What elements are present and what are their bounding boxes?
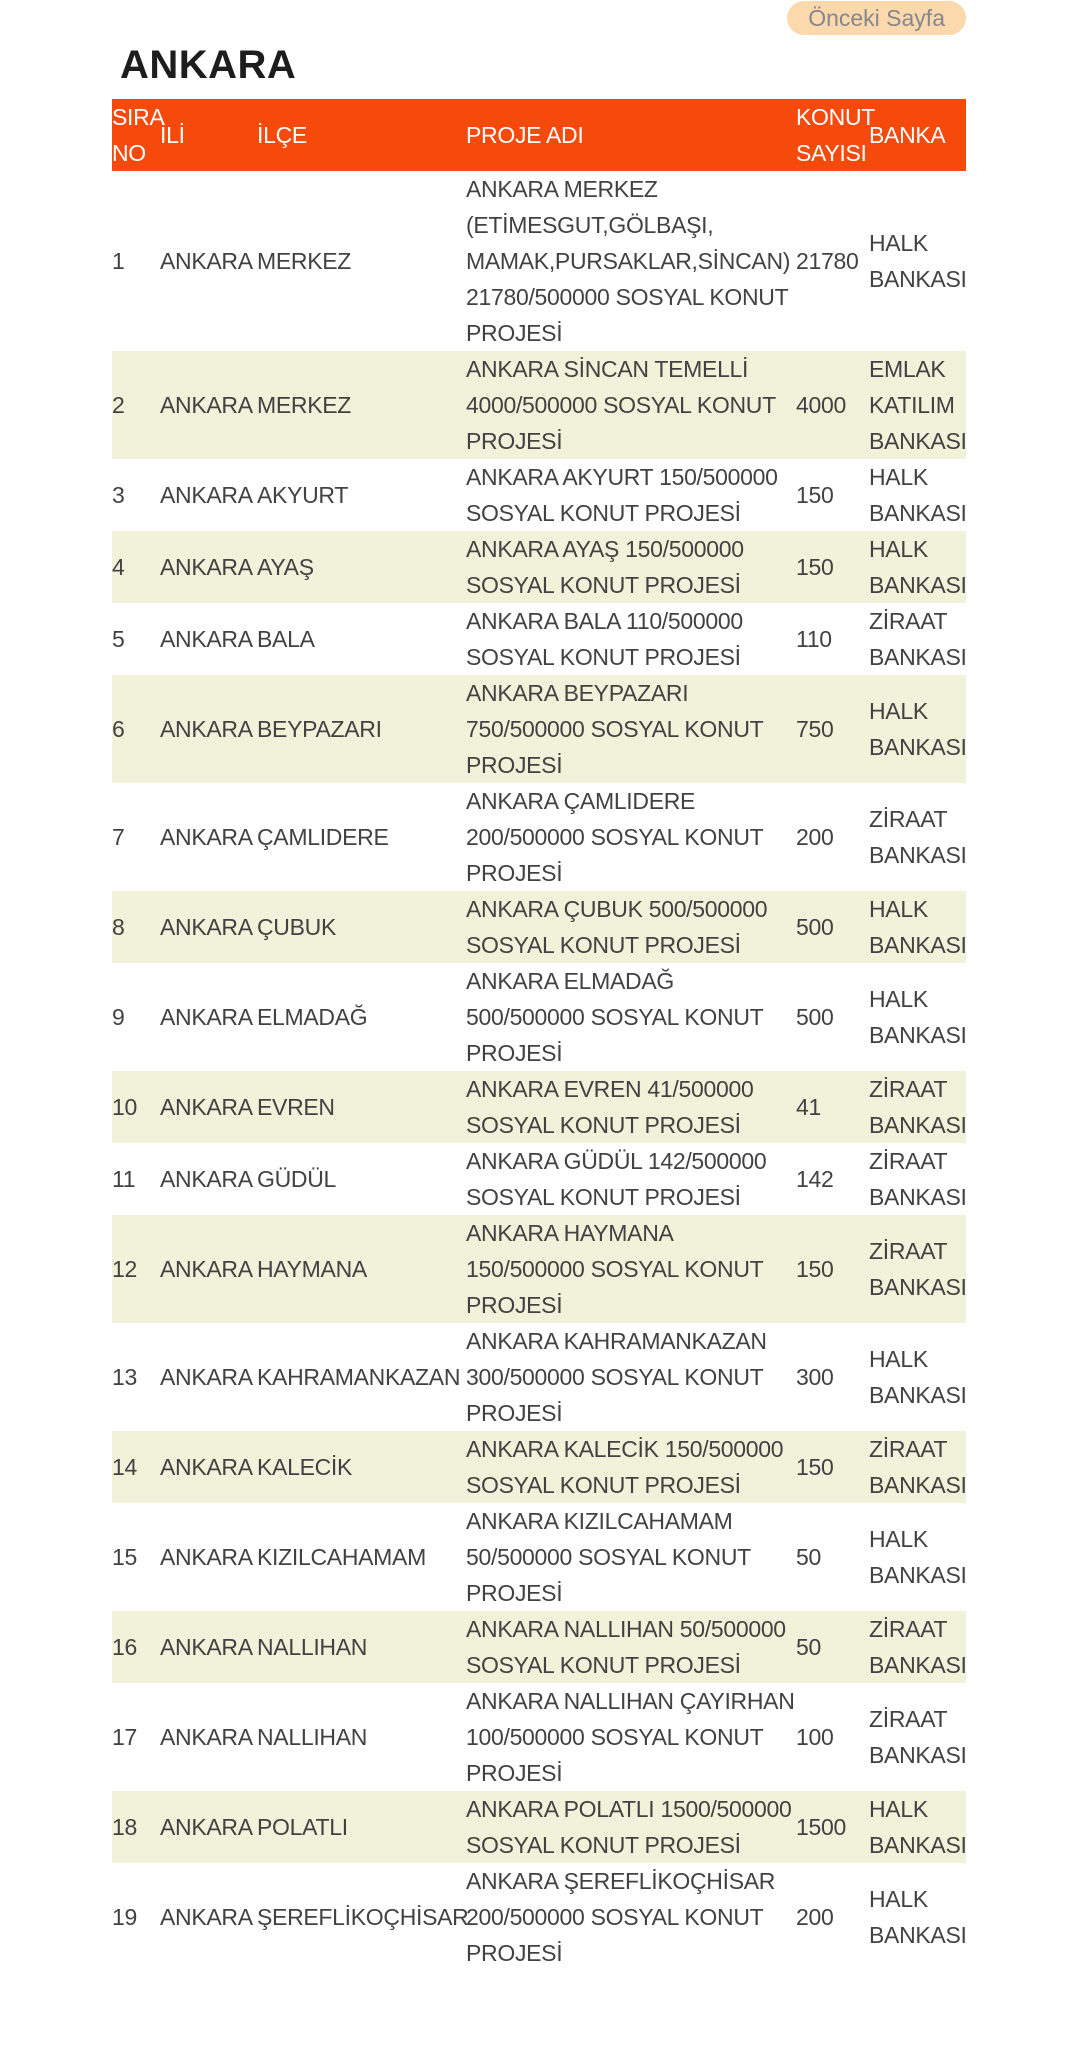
column-header-banka: BANKA [869, 122, 946, 148]
cell-banka: ZİRAAT BANKASI [869, 806, 967, 868]
cell-sira-no: 1 [112, 248, 125, 274]
cell-konut-sayisi: 21780 [796, 248, 859, 274]
cell-konut-sayisi: 150 [796, 1454, 834, 1480]
cell-konut-sayisi: 1500 [796, 1814, 846, 1840]
cell-ili: ANKARA [160, 1256, 253, 1282]
table-row [112, 1863, 966, 1971]
top-bar [112, 0, 966, 36]
cell-proje-adi: ANKARA ELMADAĞ 500/500000 SOSYAL KONUT PROJESİ [466, 968, 763, 1066]
cell-proje-adi: ANKARA KIZILCAHAMAM 50/500000 SOSYAL KONUT PROJESİ [466, 1508, 751, 1606]
cell-proje-adi: ANKARA NALLIHAN ÇAYIRHAN 100/500000 SOSYAL KONUT PROJESİ [466, 1688, 795, 1786]
cell-proje-adi: ANKARA AYAŞ 150/500000 SOSYAL KONUT PROJESİ [466, 536, 744, 598]
cell-konut-sayisi: 50 [796, 1634, 821, 1660]
cell-ili: ANKARA [160, 1634, 253, 1660]
header-row [112, 99, 966, 171]
column-header-konut-sayisi: KONUT SAYISI [796, 104, 875, 166]
table-row [112, 531, 966, 603]
cell-ilce: BALA [257, 626, 315, 652]
cell-sira-no: 8 [112, 914, 125, 940]
cell-sira-no: 9 [112, 1004, 125, 1030]
cell-ili: ANKARA [160, 1544, 253, 1570]
cell-sira-no: 7 [112, 824, 125, 850]
cell-proje-adi: ANKARA KALECİK 150/500000 SOSYAL KONUT PROJESİ [466, 1436, 784, 1498]
cell-ilce: NALLIHAN [257, 1724, 368, 1750]
cell-ili: ANKARA [160, 1094, 253, 1120]
cell-banka: HALK BANKASI [869, 464, 967, 526]
table-row [112, 1791, 966, 1863]
cell-ili: ANKARA [160, 1166, 253, 1192]
cell-ili: ANKARA [160, 1814, 253, 1840]
cell-konut-sayisi: 150 [796, 554, 834, 580]
cell-konut-sayisi: 200 [796, 1904, 834, 1930]
cell-proje-adi: ANKARA BEYPAZARI 750/500000 SOSYAL KONUT PROJESİ [466, 680, 763, 778]
cell-konut-sayisi: 750 [796, 716, 834, 742]
cell-konut-sayisi: 41 [796, 1094, 821, 1120]
cell-sira-no: 19 [112, 1904, 137, 1930]
table-body [112, 171, 966, 1971]
page-title: ANKARA [120, 43, 297, 87]
table-row [112, 459, 966, 531]
cell-proje-adi: ANKARA HAYMANA 150/500000 SOSYAL KONUT PROJESİ [466, 1220, 763, 1318]
cell-banka: HALK BANKASI [869, 1346, 967, 1408]
table-row [112, 1143, 966, 1215]
cell-konut-sayisi: 200 [796, 824, 834, 850]
cell-ilce: AKYURT [257, 482, 349, 508]
cell-ilce: ŞEREFLİKOÇHİSAR [257, 1904, 469, 1930]
cell-konut-sayisi: 110 [796, 626, 832, 652]
cell-ilce: ELMADAĞ [257, 1004, 368, 1030]
table-row [112, 1323, 966, 1431]
cell-banka: ZİRAAT BANKASI [869, 1706, 967, 1768]
cell-konut-sayisi: 100 [796, 1724, 834, 1750]
cell-banka: ZİRAAT BANKASI [869, 1148, 967, 1210]
cell-ili: ANKARA [160, 716, 253, 742]
table-row [112, 1683, 966, 1791]
table-row [112, 171, 966, 351]
cell-ilce: KALECİK [257, 1454, 353, 1480]
cell-ilce: KIZILCAHAMAM [257, 1544, 426, 1570]
cell-sira-no: 15 [112, 1544, 137, 1570]
cell-konut-sayisi: 300 [796, 1364, 834, 1390]
cell-banka: HALK BANKASI [869, 1886, 967, 1948]
cell-proje-adi: ANKARA ÇAMLIDERE 200/500000 SOSYAL KONUT PROJESİ [466, 788, 763, 886]
cell-konut-sayisi: 500 [796, 1004, 834, 1030]
cell-proje-adi: ANKARA NALLIHAN 50/500000 SOSYAL KONUT PROJESİ [466, 1616, 786, 1678]
cell-proje-adi: ANKARA MERKEZ (ETİMESGUT,GÖLBAŞI, MAMAK,PURSAKLAR,SİNCAN) 21780/500000 SOSYAL KONUT PROJESİ [466, 176, 791, 346]
cell-banka: EMLAK KATILIM BANKASI [869, 356, 967, 454]
cell-sira-no: 14 [112, 1454, 137, 1480]
table-row [112, 783, 966, 891]
cell-banka: HALK BANKASI [869, 230, 967, 292]
cell-ilce: ÇAMLIDERE [257, 824, 389, 850]
cell-konut-sayisi: 4000 [796, 392, 846, 418]
cell-proje-adi: ANKARA KAHRAMANKAZAN 300/500000 SOSYAL KONUT PROJESİ [466, 1328, 767, 1426]
cell-sira-no: 5 [112, 626, 125, 652]
cell-ili: ANKARA [160, 1004, 253, 1030]
cell-sira-no: 13 [112, 1364, 137, 1390]
cell-proje-adi: ANKARA GÜDÜL 142/500000 SOSYAL KONUT PROJESİ [466, 1148, 767, 1210]
cell-ili: ANKARA [160, 1724, 253, 1750]
cell-ili: ANKARA [160, 626, 253, 652]
cell-konut-sayisi: 142 [796, 1166, 834, 1192]
cell-ilce: HAYMANA [257, 1256, 367, 1282]
column-header-ilce: İLÇE [257, 122, 307, 148]
table-row [112, 1071, 966, 1143]
column-header-ili: İLİ [160, 122, 185, 148]
cell-proje-adi: ANKARA SİNCAN TEMELLİ 4000/500000 SOSYAL KONUT PROJESİ [466, 356, 776, 454]
cell-proje-adi: ANKARA BALA 110/500000 SOSYAL KONUT PROJESİ [466, 608, 743, 670]
projects-table [112, 99, 966, 1971]
cell-ili: ANKARA [160, 1454, 253, 1480]
cell-ilce: BEYPAZARI [257, 716, 382, 742]
cell-sira-no: 18 [112, 1814, 137, 1840]
cell-konut-sayisi: 150 [796, 1256, 834, 1282]
table-header [112, 99, 966, 171]
table-row [112, 891, 966, 963]
cell-konut-sayisi: 50 [796, 1544, 821, 1570]
cell-konut-sayisi: 500 [796, 914, 834, 940]
cell-ili: ANKARA [160, 482, 253, 508]
cell-konut-sayisi: 150 [796, 482, 834, 508]
cell-ilce: MERKEZ [257, 392, 352, 418]
cell-sira-no: 12 [112, 1256, 137, 1282]
cell-sira-no: 16 [112, 1634, 137, 1660]
cell-ili: ANKARA [160, 1364, 253, 1390]
cell-sira-no: 11 [112, 1166, 136, 1192]
cell-banka: ZİRAAT BANKASI [869, 608, 967, 670]
cell-banka: HALK BANKASI [869, 1526, 967, 1588]
cell-ilce: KAHRAMANKAZAN [257, 1364, 461, 1390]
cell-banka: ZİRAAT BANKASI [869, 1238, 967, 1300]
cell-ili: ANKARA [160, 1904, 253, 1930]
cell-ili: ANKARA [160, 824, 253, 850]
cell-sira-no: 2 [112, 392, 125, 418]
cell-ili: ANKARA [160, 554, 253, 580]
cell-sira-no: 4 [112, 554, 125, 580]
table-row [112, 1431, 966, 1503]
table-row [112, 603, 966, 675]
cell-ili: ANKARA [160, 248, 253, 274]
cell-sira-no: 10 [112, 1094, 137, 1120]
cell-proje-adi: ANKARA AKYURT 150/500000 SOSYAL KONUT PROJESİ [466, 464, 778, 526]
cell-ilce: ÇUBUK [257, 914, 337, 940]
column-header-proje-adi: PROJE ADI [466, 122, 584, 148]
cell-banka: ZİRAAT BANKASI [869, 1616, 967, 1678]
cell-sira-no: 3 [112, 482, 125, 508]
cell-banka: HALK BANKASI [869, 536, 967, 598]
cell-ilce: NALLIHAN [257, 1634, 368, 1660]
cell-proje-adi: ANKARA EVREN 41/500000 SOSYAL KONUT PROJESİ [466, 1076, 754, 1138]
cell-ili: ANKARA [160, 914, 253, 940]
cell-banka: HALK BANKASI [869, 1796, 967, 1858]
cell-banka: HALK BANKASI [869, 698, 967, 760]
cell-proje-adi: ANKARA ÇUBUK 500/500000 SOSYAL KONUT PROJESİ [466, 896, 768, 958]
column-header-sira-no: SIRA NO [112, 104, 164, 166]
cell-ili: ANKARA [160, 392, 253, 418]
cell-banka: ZİRAAT BANKASI [869, 1436, 967, 1498]
table-row [112, 1611, 966, 1683]
table-row [112, 1503, 966, 1611]
cell-banka: HALK BANKASI [869, 896, 967, 958]
cell-sira-no: 6 [112, 716, 125, 742]
cell-banka: ZİRAAT BANKASI [869, 1076, 967, 1138]
table-row [112, 1215, 966, 1323]
cell-proje-adi: ANKARA POLATLI 1500/500000 SOSYAL KONUT PROJESİ [466, 1796, 792, 1858]
table-row [112, 963, 966, 1071]
cell-ilce: POLATLI [257, 1814, 348, 1840]
table-row [112, 351, 966, 459]
cell-ilce: GÜDÜL [257, 1166, 337, 1192]
cell-ilce: AYAŞ [257, 554, 314, 580]
table-row [112, 675, 966, 783]
cell-ilce: MERKEZ [257, 248, 352, 274]
cell-sira-no: 17 [112, 1724, 137, 1750]
cell-ilce: EVREN [257, 1094, 335, 1120]
cell-banka: HALK BANKASI [869, 986, 967, 1048]
cell-proje-adi: ANKARA ŞEREFLİKOÇHİSAR 200/500000 SOSYAL KONUT PROJESİ [466, 1868, 776, 1966]
previous-page-button[interactable]: Önceki Sayfa [787, 1, 966, 35]
